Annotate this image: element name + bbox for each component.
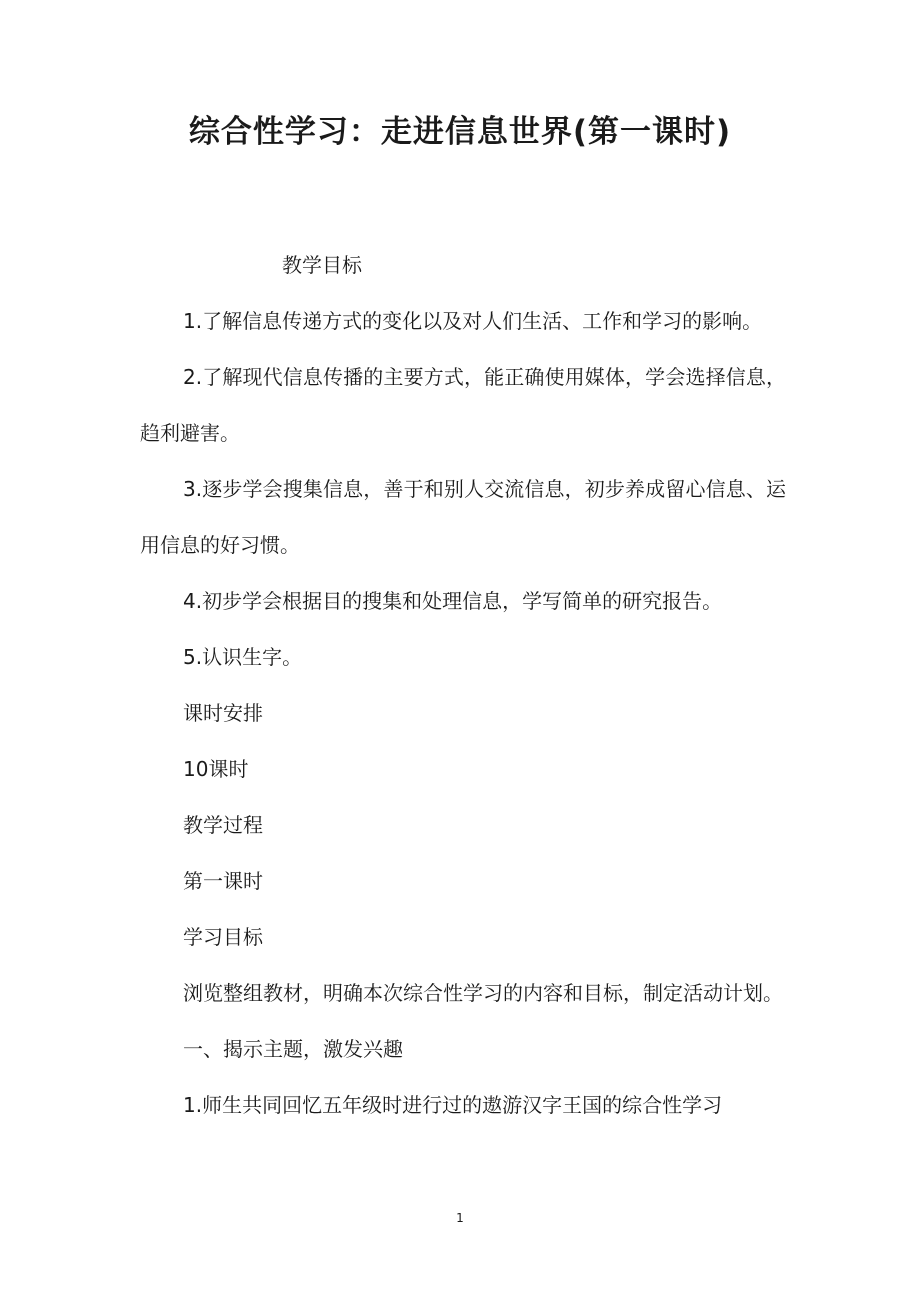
goal-2: 2.了解现代信息传播的主要方式，能正确使用媒体，学会选择信息，趋利避害。: [140, 365, 786, 445]
lesson-one-heading: 第一课时: [183, 869, 263, 893]
goal-4: 4.初步学会根据目的搜集和处理信息，学写简单的研究报告。: [183, 589, 723, 613]
goal-5: 5.认识生字。: [183, 645, 303, 669]
document-title: 综合性学习：走进信息世界(第一课时): [188, 114, 732, 150]
process-heading: 教学过程: [183, 813, 263, 837]
document-body: [140, 237, 786, 1133]
goal-1: 1.了解信息传递方式的变化以及对人们生活、工作和学习的影响。: [183, 309, 763, 333]
step-1: 1.师生共同回忆五年级时进行过的遨游汉字王国的综合性学习: [183, 1093, 723, 1117]
teaching-goals-heading: 教学目标: [282, 253, 362, 277]
learning-goal-text: 浏览整组教材，明确本次综合性学习的内容和目标，制定活动计划。: [183, 981, 783, 1005]
section-one-heading: 一、揭示主题，激发兴趣: [183, 1037, 403, 1061]
schedule-value: 10课时: [183, 757, 249, 781]
schedule-heading: 课时安排: [183, 701, 263, 725]
page-number: 1: [456, 1211, 464, 1225]
learning-goals-heading: 学习目标: [183, 925, 263, 949]
goal-3: 3.逐步学会搜集信息，善于和别人交流信息，初步养成留心信息、运用信息的好习惯。: [140, 477, 786, 557]
